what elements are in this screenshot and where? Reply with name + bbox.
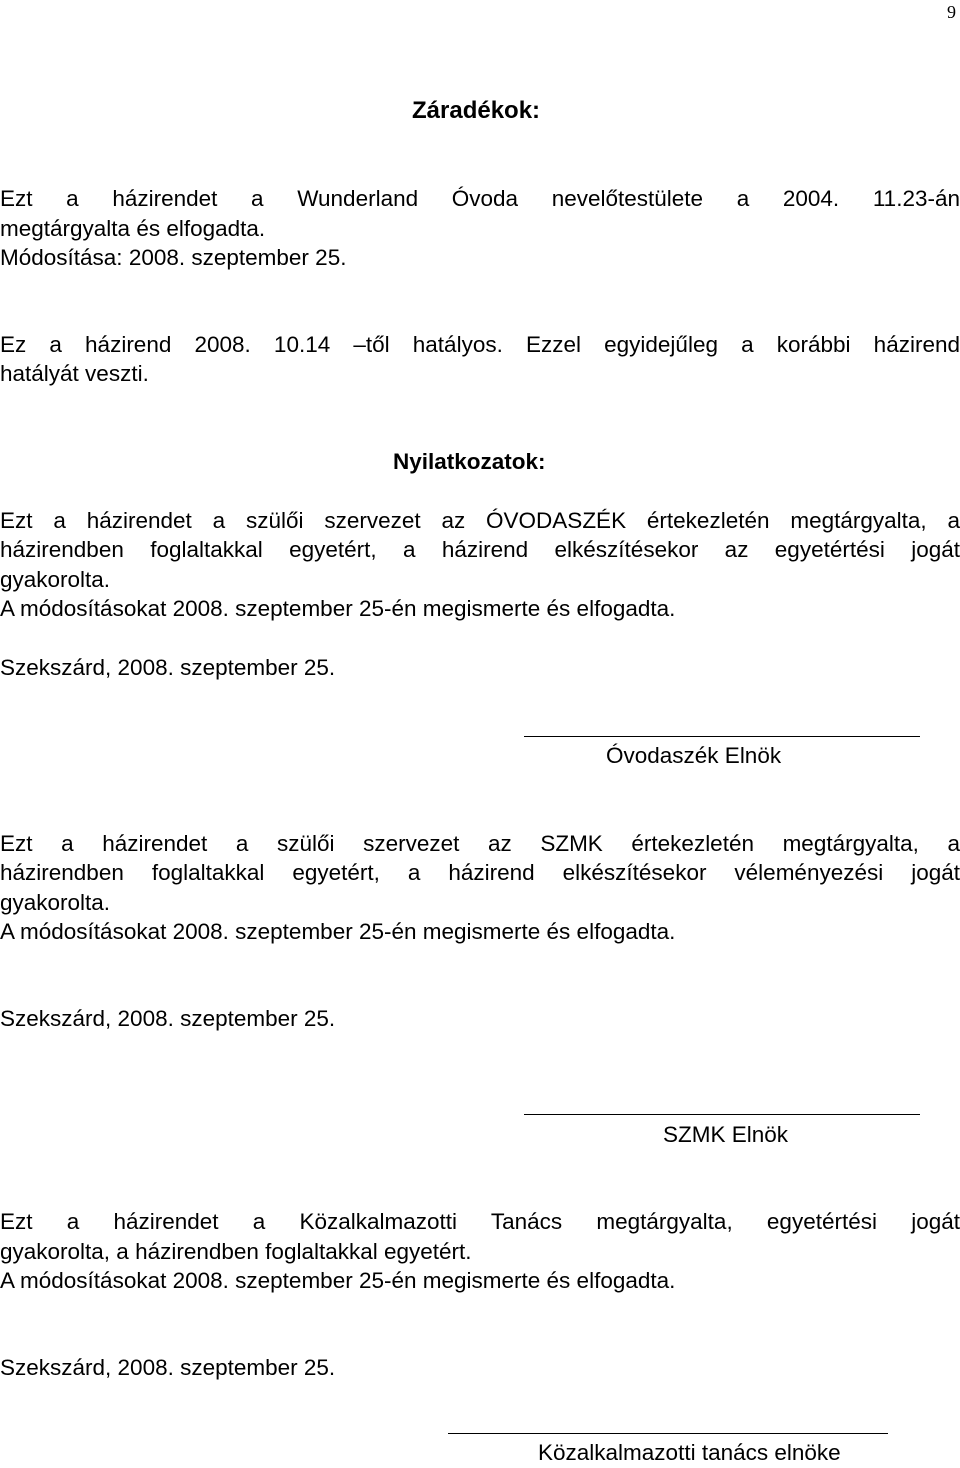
block3-signature-line xyxy=(448,1433,888,1434)
block1-line-1: Ezt a házirendet a szülői szervezet az ÓVODASZÉK értekezletén megtárgyalta, a xyxy=(0,508,960,533)
block2-line-1: Ezt a házirendet a szülői szervezet az SZMK értekezletén megtárgyalta, a xyxy=(0,831,960,856)
block2-signature-line xyxy=(524,1114,920,1115)
block1-modification: A módosításokat 2008. szeptember 25-én megismerte és elfogadta. xyxy=(0,596,676,621)
block2-place-date: Szekszárd, 2008. szeptember 25. xyxy=(0,1006,336,1031)
block1-signature-line xyxy=(524,736,920,737)
block3-line-1: Ezt a házirendet a Közalkalmazotti Tanács megtárgyalta, egyetértési jogát xyxy=(0,1209,960,1234)
block2-line-2: házirendben foglaltakkal egyetért, a házirend elkészítésekor véleményezési jogát xyxy=(0,860,960,885)
declarations-heading: Nyilatkozatok: xyxy=(393,449,546,474)
block2-modification: A módosításokat 2008. szeptember 25-én megismerte és elfogadta. xyxy=(0,919,676,944)
clauses-paragraph-2-line-1: Ez a házirend 2008. 10.14 –től hatályos. Ezzel egyidejűleg a korábbi házirend xyxy=(0,332,960,357)
clauses-modification-date: Módosítása: 2008. szeptember 25. xyxy=(0,245,347,270)
clauses-paragraph-1-line-1: Ezt a házirendet a Wunderland Óvoda nevelőtestülete a 2004. 11.23-án xyxy=(0,186,960,211)
clauses-heading: Záradékok: xyxy=(412,97,541,124)
block1-line-3: gyakorolta. xyxy=(0,567,111,592)
block1-signature-label: Óvodaszék Elnök xyxy=(606,743,782,768)
block3-modification: A módosításokat 2008. szeptember 25-én megismerte és elfogadta. xyxy=(0,1268,676,1293)
block3-place-date: Szekszárd, 2008. szeptember 25. xyxy=(0,1355,336,1380)
block2-signature-label: SZMK Elnök xyxy=(663,1122,789,1147)
page-number: 9 xyxy=(947,2,956,22)
block2-line-3: gyakorolta. xyxy=(0,890,111,915)
block1-line-2: házirendben foglaltakkal egyetért, a házirend elkészítésekor az egyetértési jogát xyxy=(0,537,960,562)
clauses-paragraph-1-line-2: megtárgyalta és elfogadta. xyxy=(0,216,266,241)
block3-line-2: gyakorolta, a házirendben foglaltakkal egyetért. xyxy=(0,1239,472,1264)
clauses-paragraph-2-line-2: hatályát veszti. xyxy=(0,361,149,386)
block1-place-date: Szekszárd, 2008. szeptember 25. xyxy=(0,655,336,680)
block3-signature-label: Közalkalmazotti tanács elnöke xyxy=(538,1440,841,1465)
